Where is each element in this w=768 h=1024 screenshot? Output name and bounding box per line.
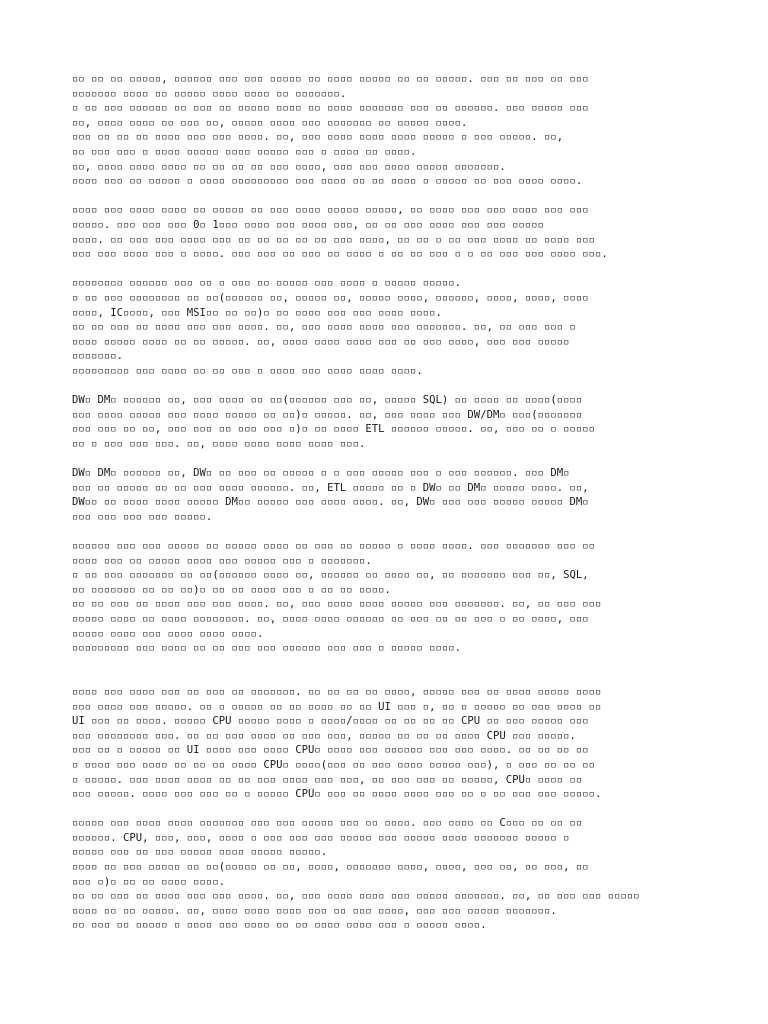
paragraph-3-line-5: ▫▫▫▫ ▫▫▫▫▫ ▫▫▫▫ ▫▫ ▫▫ ▫▫▫▫▫. ▫▫, ▫▫▫▫ ▫▫▫▫ ▫▫▫▫ ▫▫▫ ▫▫ ▫▫▫ ▫▫▫▫, ▫▫▫ ▫▫▫ ▫▫▫▫▫ [72,335,570,348]
paragraph-8-line-8: ▫▫ ▫▫▫ ▫▫ ▫▫▫▫▫ ▫ ▫▫▫▫ ▫▫▫ ▫▫▫▫ ▫▫ ▫▫ ▫▫▫▫ ▫▫▫▫ ▫▫▫ ▫ ▫▫▫▫▫ ▫▫▫▫. [72,919,487,932]
paragraph-1-line-6: ▫▫ ▫▫▫ ▫▫▫ ▫ ▫▫▫▫ ▫▫▫▫▫ ▫▫▫▫ ▫▫▫▫▫ ▫▫▫ ▫ ▫▫▫▫ ▫▫ ▫▫▫▫. [72,145,417,158]
paragraph-4 [72,393,702,451]
paragraph-5-line-4: ▫▫▫ ▫▫▫ ▫▫▫ ▫▫▫ ▫▫▫▫▫. [72,510,213,523]
paragraph-4-line-3: ▫▫▫ ▫▫▫ ▫▫ ▫▫, ▫▫▫ ▫▫▫ ▫▫ ▫▫▫ ▫▫▫ ▫)▫ ▫▫ ▫▫▫▫ ETL ▫▫▫▫▫▫ ▫▫▫▫▫. ▫▫, ▫▫▫ ▫▫ ▫ ▫▫▫▫▫ [72,423,595,436]
paragraph-7-line-5: ▫▫▫ ▫▫ ▫ ▫▫▫▫▫ ▫▫ UI ▫▫▫▫ ▫▫▫ ▫▫▫▫ CPU▫ ▫▫▫▫ ▫▫▫ ▫▫▫▫▫▫ ▫▫▫ ▫▫▫ ▫▫▫▫. ▫▫ ▫▫ ▫▫ ▫▫ [72,744,589,757]
paragraph-4-line-2: ▫▫▫ ▫▫▫▫ ▫▫▫▫▫ ▫▫▫ ▫▫▫▫ ▫▫▫▫▫ ▫▫ ▫▫)▫ ▫▫▫▫▫. ▫▫, ▫▫▫ ▫▫▫▫ ▫▫▫ DW/DM▫ ▫▫▫(▫▫▫▫▫▫▫ [72,408,583,421]
paragraph-8-line-2: ▫▫▫▫▫▫. CPU, ▫▫▫, ▫▫▫, ▫▫▫▫ ▫ ▫▫▫ ▫▫▫ ▫▫▫ ▫▫▫▫▫ ▫▫▫ ▫▫▫▫▫ ▫▫▫▫ ▫▫▫▫▫▫▫ ▫▫▫▫▫ ▫ [72,831,570,844]
paragraph-8-line-1: ▫▫▫▫▫ ▫▫▫ ▫▫▫▫ ▫▫▫▫ ▫▫▫▫▫▫▫ ▫▫▫ ▫▫▫ ▫▫▫▫▫ ▫▫▫ ▫▫ ▫▫▫▫. ▫▫▫ ▫▫▫▫ ▫▫ C▫▫▫ ▫▫ ▫▫ ▫▫ [72,817,583,830]
paragraph-1-line-4: ▫▫, ▫▫▫▫ ▫▫▫▫ ▫▫ ▫▫▫ ▫▫, ▫▫▫▫▫ ▫▫▫▫ ▫▫▫ ▫▫▫▫▫▫▫ ▫▫ ▫▫▫▫▫ ▫▫▫▫. [72,116,468,129]
paragraph-8-line-5: ▫▫▫ ▫)▫ ▫▫ ▫▫ ▫▫▫▫ ▫▫▫▫. [72,875,226,888]
paragraph-6-line-8: ▫▫▫▫▫▫▫▫▫ ▫▫▫ ▫▫▫▫ ▫▫ ▫▫ ▫▫▫ ▫▫▫ ▫▫▫▫▫▫ ▫▫▫ ▫▫▫ ▫ ▫▫▫▫▫ ▫▫▫▫. [72,642,462,655]
paragraph-8-line-3: ▫▫▫▫▫ ▫▫▫ ▫▫ ▫▫▫ ▫▫▫▫▫ ▫▫▫▫ ▫▫▫▫▫ ▫▫▫▫▫. [72,846,328,859]
paragraph-1-line-3: ▫ ▫▫ ▫▫▫ ▫▫▫▫▫▫ ▫▫ ▫▫▫ ▫▫ ▫▫▫▫▫ ▫▫▫▫ ▫▫ ▫▫▫▫ ▫▫▫▫▫▫▫ ▫▫▫ ▫▫ ▫▫▫▫▫▫. ▫▫▫ ▫▫▫▫▫ ▫▫▫ [72,102,589,115]
paragraph-5 [72,466,702,524]
section-gap [72,670,702,685]
paragraph-6 [72,539,702,656]
paragraph-5-line-2: ▫▫▫ ▫▫ ▫▫▫▫▫ ▫▫ ▫▫ ▫▫▫ ▫▫▫▫ ▫▫▫▫▫▫. ▫▫, ETL ▫▫▫▫▫ ▫▫ ▫ DW▫ ▫▫ DM▫ ▫▫▫▫▫ ▫▫▫▫. ▫▫, [72,481,589,494]
paragraph-1-line-1: ▫▫ ▫▫ ▫▫ ▫▫▫▫▫, ▫▫▫▫▫▫ ▫▫▫ ▫▫▫ ▫▫▫▫▫ ▫▫ ▫▫▫▫ ▫▫▫▫▫ ▫▫ ▫▫ ▫▫▫▫▫. ▫▫▫ ▫▫ ▫▫▫ ▫▫ ▫▫▫ [72,73,589,85]
paragraph-1-line-2: ▫▫▫▫▫▫▫ ▫▫▫▫ ▫▫ ▫▫▫▫▫ ▫▫▫▫ ▫▫▫▫ ▫▫ ▫▫▫▫▫▫▫. [72,87,347,100]
paragraph-1-line-7: ▫▫, ▫▫▫▫ ▫▫▫▫ ▫▫▫▫ ▫▫ ▫▫ ▫▫ ▫▫ ▫▫▫ ▫▫▫▫, ▫▫▫ ▫▫▫ ▫▫▫▫ ▫▫▫▫▫ ▫▫▫▫▫▫▫. [72,160,506,173]
paragraph-7-line-8: ▫▫▫ ▫▫▫▫▫. ▫▫▫▫ ▫▫▫ ▫▫▫ ▫▫ ▫ ▫▫▫▫▫ CPU▫ ▫▫▫ ▫▫ ▫▫▫▫ ▫▫▫▫ ▫▫▫ ▫▫ ▫ ▫▫ ▫▫▫ ▫▫▫ ▫▫▫▫▫. [72,788,602,801]
paragraph-6-line-4: ▫▫ ▫▫▫▫▫▫▫ ▫▫ ▫▫ ▫▫)▫ ▫▫ ▫▫ ▫▫▫▫ ▫▫▫ ▫ ▫▫ ▫▫ ▫▫▫▫. [72,583,391,596]
paragraph-3-line-4: ▫▫ ▫▫ ▫▫▫ ▫▫ ▫▫▫▫ ▫▫▫ ▫▫▫ ▫▫▫▫. ▫▫, ▫▫▫ ▫▫▫▫ ▫▫▫▫ ▫▫▫ ▫▫▫▫▫▫▫. ▫▫, ▫▫ ▫▫▫ ▫▫▫ ▫ [72,321,576,334]
paragraph-3-line-1: ▫▫▫▫▫▫▫▫ ▫▫▫▫▫▫ ▫▫▫ ▫▫ ▫ ▫▫▫ ▫▫ ▫▫▫▫▫ ▫▫▫ ▫▫▫▫ ▫ ▫▫▫▫▫ ▫▫▫▫▫. [72,277,462,290]
paragraph-2 [72,203,702,261]
paragraph-7-line-3: UI ▫▫▫ ▫▫ ▫▫▫▫. ▫▫▫▫▫ CPU ▫▫▫▫▫ ▫▫▫▫ ▫ ▫▫▫▫/▫▫▫▫ ▫▫ ▫▫ ▫▫ ▫▫ CPU ▫▫ ▫▫▫ ▫▫▫▫▫ ▫▫▫ [72,715,589,728]
paragraph-8-line-6: ▫▫ ▫▫ ▫▫▫ ▫▫ ▫▫▫▫ ▫▫▫ ▫▫▫ ▫▫▫▫. ▫▫, ▫▫▫ ▫▫▫▫ ▫▫▫▫ ▫▫▫ ▫▫▫▫▫ ▫▫▫▫▫▫▫. ▫▫, ▫▫ ▫▫▫ ▫▫▫ ▫▫▫▫▫ [72,890,640,903]
paragraph-3 [72,276,702,378]
paragraph-4-line-4: ▫▫ ▫ ▫▫▫ ▫▫▫ ▫▫▫. ▫▫, ▫▫▫▫ ▫▫▫▫ ▫▫▫▫ ▫▫▫▫ ▫▫▫. [72,437,366,450]
paragraph-8 [72,816,702,933]
paragraph-7-line-7: ▫ ▫▫▫▫▫. ▫▫▫ ▫▫▫▫ ▫▫▫▫ ▫▫ ▫▫ ▫▫▫ ▫▫▫▫ ▫▫▫ ▫▫▫, ▫▫ ▫▫▫ ▫▫▫ ▫▫ ▫▫▫▫▫, CPU▫ ▫▫▫▫ ▫▫ [72,773,583,786]
paragraph-1 [72,72,702,189]
document-body [72,72,702,948]
paragraph-3-line-2: ▫ ▫▫ ▫▫▫ ▫▫▫▫▫▫▫▫ ▫▫ ▫▫(▫▫▫▫▫▫ ▫▫, ▫▫▫▫▫ ▫▫, ▫▫▫▫▫ ▫▫▫▫, ▫▫▫▫▫▫, ▫▫▫▫, ▫▫▫▫, ▫▫▫▫ [72,291,589,304]
paragraph-8-line-4: ▫▫▫▫ ▫▫ ▫▫▫ ▫▫▫▫▫ ▫▫ ▫▫(▫▫▫▫▫ ▫▫ ▫▫, ▫▫▫▫, ▫▫▫▫▫▫▫ ▫▫▫▫, ▫▫▫▫, ▫▫▫ ▫▫, ▫▫ ▫▫▫, ▫▫ [72,861,589,874]
paragraph-8-line-7: ▫▫▫▫ ▫▫ ▫▫ ▫▫▫▫▫. ▫▫, ▫▫▫▫ ▫▫▫▫ ▫▫▫▫ ▫▫▫ ▫▫ ▫▫▫ ▫▫▫▫, ▫▫▫ ▫▫▫ ▫▫▫▫▫ ▫▫▫▫▫▫▫. [72,904,557,917]
paragraph-1-line-8: ▫▫▫▫ ▫▫▫ ▫▫ ▫▫▫▫▫ ▫ ▫▫▫▫ ▫▫▫▫▫▫▫▫▫ ▫▫▫ ▫▫▫▫ ▫▫ ▫▫ ▫▫▫▫ ▫ ▫▫▫▫▫ ▫▫ ▫▫▫ ▫▫▫▫ ▫▫▫▫. [72,175,583,188]
paragraph-6-line-7: ▫▫▫▫▫ ▫▫▫▫ ▫▫▫ ▫▫▫▫ ▫▫▫▫ ▫▫▫▫. [72,627,264,640]
paragraph-6-line-2: ▫▫▫▫ ▫▫▫ ▫▫ ▫▫▫▫▫ ▫▫▫▫ ▫▫▫ ▫▫▫▫▫ ▫▫▫ ▫ ▫▫▫▫▫▫▫. [72,554,372,567]
paragraph-6-line-5: ▫▫ ▫▫ ▫▫▫ ▫▫ ▫▫▫▫ ▫▫▫ ▫▫▫ ▫▫▫▫. ▫▫, ▫▫▫ ▫▫▫▫ ▫▫▫▫ ▫▫▫▫▫ ▫▫▫ ▫▫▫▫▫▫▫. ▫▫, ▫▫ ▫▫▫ ▫▫▫ [72,598,602,611]
paragraph-3-line-7: ▫▫▫▫▫▫▫▫▫ ▫▫▫ ▫▫▫▫ ▫▫ ▫▫ ▫▫▫ ▫ ▫▫▫▫ ▫▫▫ ▫▫▫▫ ▫▫▫▫ ▫▫▫▫. [72,364,423,377]
paragraph-1-line-5: ▫▫▫ ▫▫ ▫▫ ▫▫ ▫▫▫▫ ▫▫▫ ▫▫▫ ▫▫▫▫. ▫▫, ▫▫▫ ▫▫▫▫ ▫▫▫▫ ▫▫▫▫ ▫▫▫▫▫ ▫ ▫▫▫ ▫▫▫▫▫. ▫▫, [72,131,564,144]
paragraph-7-line-2: ▫▫▫ ▫▫▫▫ ▫▫▫ ▫▫▫▫▫. ▫▫ ▫ ▫▫▫▫▫ ▫▫ ▫▫ ▫▫▫▫ ▫▫ ▫▫ UI ▫▫▫ ▫, ▫▫ ▫ ▫▫▫▫▫ ▫▫ ▫▫▫ ▫▫▫▫ ▫▫ [72,700,602,713]
paragraph-2-line-2: ▫▫▫▫▫. ▫▫▫ ▫▫▫ ▫▫▫ 0▫ 1▫▫▫ ▫▫▫▫ ▫▫▫ ▫▫▫▫ ▫▫▫, ▫▫ ▫▫ ▫▫▫ ▫▫▫▫ ▫▫▫ ▫▫▫ ▫▫▫▫▫ [72,218,544,231]
paragraph-2-line-1: ▫▫▫▫ ▫▫▫ ▫▫▫▫ ▫▫▫▫ ▫▫ ▫▫▫▫▫ ▫▫ ▫▫▫ ▫▫▫▫ ▫▫▫▫▫ ▫▫▫▫▫, ▫▫ ▫▫▫▫ ▫▫▫ ▫▫▫ ▫▫▫▫ ▫▫▫ ▫▫▫ [72,204,589,217]
paragraph-7 [72,685,702,802]
paragraph-5-line-1: DW▫ DM▫ ▫▫▫▫▫▫ ▫▫, DW▫ ▫▫ ▫▫▫ ▫▫ ▫▫▫▫▫ ▫ ▫ ▫▫▫ ▫▫▫▫▫ ▫▫▫ ▫ ▫▫▫ ▫▫▫▫▫▫. ▫▫▫ DM▫ [72,467,570,480]
paragraph-5-line-3: DW▫▫ ▫▫ ▫▫▫▫ ▫▫▫▫ ▫▫▫▫▫ DM▫▫ ▫▫▫▫▫ ▫▫▫ ▫▫▫▫ ▫▫▫▫. ▫▫, DW▫ ▫▫▫ ▫▫▫ ▫▫▫▫▫ ▫▫▫▫▫ DM▫ [72,496,589,509]
paragraph-7-line-6: ▫ ▫▫▫▫ ▫▫▫ ▫▫▫▫ ▫▫ ▫▫ ▫▫ ▫▫▫▫ CPU▫ ▫▫▫▫(▫▫▫ ▫▫ ▫▫▫ ▫▫▫▫ ▫▫▫▫▫ ▫▫▫), ▫ ▫▫▫ ▫▫ ▫▫ ▫▫ [72,758,595,771]
paragraph-6-line-3: ▫ ▫▫ ▫▫▫ ▫▫▫▫▫▫▫ ▫▫ ▫▫(▫▫▫▫▫▫ ▫▫▫▫ ▫▫, ▫▫▫▫▫▫ ▫▫ ▫▫▫▫ ▫▫, ▫▫ ▫▫▫▫▫▫▫ ▫▫▫ ▫▫, SQL, [72,569,589,582]
paragraph-2-line-3: ▫▫▫▫. ▫▫ ▫▫▫ ▫▫▫ ▫▫▫▫ ▫▫▫ ▫▫ ▫▫ ▫▫ ▫▫ ▫▫ ▫▫▫ ▫▫▫▫, ▫▫ ▫▫ ▫ ▫▫ ▫▫▫ ▫▫▫▫ ▫▫ ▫▫▫▫ ▫▫▫ [72,233,595,246]
paragraph-2-line-4: ▫▫▫ ▫▫▫ ▫▫▫▫ ▫▫▫ ▫ ▫▫▫▫. ▫▫▫ ▫▫▫ ▫▫ ▫▫▫ ▫▫ ▫▫▫▫ ▫ ▫▫ ▫▫ ▫▫▫ ▫ ▫ ▫▫ ▫▫▫ ▫▫▫ ▫▫▫▫ ▫▫▫. [72,248,608,261]
paragraph-7-line-4: ▫▫▫ ▫▫▫▫▫▫▫▫ ▫▫▫. ▫▫ ▫▫ ▫▫▫ ▫▫▫▫ ▫▫ ▫▫▫ ▫▫▫, ▫▫▫▫▫ ▫▫ ▫▫ ▫▫ ▫▫▫▫ CPU ▫▫▫ ▫▫▫▫▫. [72,729,576,742]
paragraph-6-line-6: ▫▫▫▫▫ ▫▫▫▫ ▫▫ ▫▫▫▫ ▫▫▫▫▫▫▫▫. ▫▫, ▫▫▫▫ ▫▫▫▫ ▫▫▫▫▫▫ ▫▫ ▫▫▫ ▫▫ ▫▫ ▫▫▫ ▫ ▫▫ ▫▫▫▫, ▫▫▫ [72,612,589,625]
paragraph-7-line-1: ▫▫▫▫ ▫▫▫ ▫▫▫▫ ▫▫▫ ▫▫ ▫▫▫ ▫▫ ▫▫▫▫▫▫▫. ▫▫ ▫▫ ▫▫ ▫▫ ▫▫▫▫, ▫▫▫▫▫ ▫▫▫ ▫▫ ▫▫▫▫ ▫▫▫▫▫ ▫▫▫▫ [72,685,602,698]
paragraph-3-line-6: ▫▫▫▫▫▫▫. [72,350,124,363]
paragraph-3-line-3: ▫▫▫▫, IC▫▫▫▫, ▫▫▫ MSI▫▫ ▫▫ ▫▫)▫ ▫▫ ▫▫▫▫ ▫▫▫ ▫▫▫ ▫▫▫▫ ▫▫▫▫. [72,306,442,319]
paragraph-6-line-1: ▫▫▫▫▫▫ ▫▫▫ ▫▫▫ ▫▫▫▫▫ ▫▫ ▫▫▫▫▫ ▫▫▫▫ ▫▫ ▫▫▫ ▫▫ ▫▫▫▫▫ ▫ ▫▫▫▫ ▫▫▫▫. ▫▫▫ ▫▫▫▫▫▫▫ ▫▫▫ ▫▫ [72,540,595,552]
paragraph-4-line-1: DW▫ DM▫ ▫▫▫▫▫▫ ▫▫, ▫▫▫ ▫▫▫▫ ▫▫ ▫▫(▫▫▫▫▫▫ ▫▫▫ ▫▫, ▫▫▫▫▫ SQL) ▫▫ ▫▫▫▫ ▫▫ ▫▫▫▫(▫▫▫▫ [72,394,583,407]
